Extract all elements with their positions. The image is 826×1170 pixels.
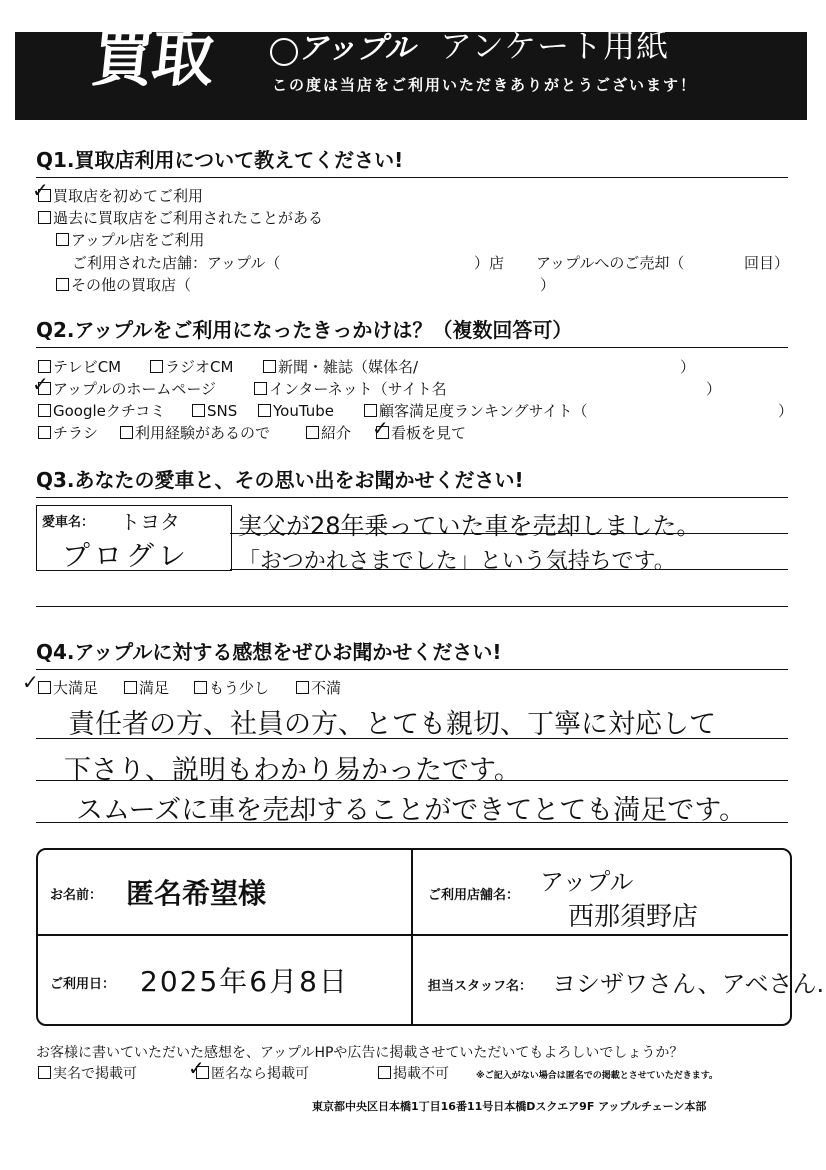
- consent-question: お客様に書いていただいた感想を、アップルHPや広告に掲載させていただいてもよろしいでしょうか？: [36, 1045, 684, 1061]
- q1-store-name-suffix: ）店: [474, 254, 505, 272]
- checkbox-icon[interactable]: [38, 1066, 51, 1079]
- checkbox-icon[interactable]: [192, 404, 205, 417]
- q4-option-unsatisfied[interactable]: 不満: [296, 681, 341, 696]
- store-value-line1: アップル: [540, 868, 634, 896]
- q2-newspaper-close: ）: [680, 358, 696, 376]
- q4-line-2: [36, 780, 788, 781]
- checkbox-icon[interactable]: [38, 426, 51, 439]
- checkbox-icon[interactable]: [263, 360, 276, 373]
- q2-option-homepage[interactable]: アップルのホームページ: [38, 382, 216, 397]
- q2-option-tv[interactable]: テレビCM: [38, 360, 121, 375]
- q3-title: Q3.あなたの愛車と、その思い出をお聞かせください!: [36, 468, 524, 492]
- checkbox-icon[interactable]: [38, 404, 51, 417]
- q4-option-bit-more[interactable]: もう少し: [194, 681, 269, 696]
- q4-line-1: [36, 738, 788, 739]
- car-model: プログレ: [62, 539, 191, 572]
- q2-title: Q2.アップルをご利用になったきっかけは？（複数回答可）: [36, 318, 573, 342]
- q1-sales-count-suffix: 回目）: [744, 254, 790, 272]
- header-logo: アップル: [298, 31, 415, 66]
- q1-other-store-close: ）: [540, 276, 556, 294]
- q4-comment-line3: スムーズに車を売却することができてとても満足です。: [76, 795, 747, 826]
- q2-option-newspaper[interactable]: 新聞・雑誌（媒体名/: [263, 360, 418, 375]
- q2-option-radio[interactable]: ラジオCM: [150, 360, 233, 375]
- q2-homepage-check-icon: ✓: [32, 372, 49, 396]
- q1-store-name-prefix: ご利用された店舗：アップル（: [72, 254, 281, 272]
- checkbox-icon[interactable]: [38, 382, 51, 395]
- car-memory-line2: 「おつかれさまでした」という気持ちです。: [238, 549, 676, 574]
- q2-underline: [36, 347, 788, 348]
- name-value: 匿名希望様: [126, 877, 267, 910]
- checkbox-icon[interactable]: [258, 404, 271, 417]
- apple-logo-icon: [270, 38, 298, 66]
- q4-very-satisfied-check-icon: ✓: [22, 670, 39, 694]
- q1-option-apple-store[interactable]: アップル店をご利用: [56, 233, 204, 248]
- q4-option-very-satisfied[interactable]: 大満足: [38, 681, 98, 696]
- header-subtitle: この度は当店をご利用いただきありがとうございます！: [272, 76, 698, 94]
- q2-option-referral[interactable]: 紹介: [306, 426, 351, 441]
- q1-option-used-before[interactable]: 過去に買取店をご利用されたことがある: [38, 211, 323, 226]
- q4-comment-line2: 下さり、説明もわかり易かったです。: [64, 755, 521, 786]
- checkbox-icon[interactable]: [378, 1066, 391, 1079]
- car-memory-line1: 実父が28年乗っていた車を売却しました。: [238, 512, 701, 540]
- car-maker: トヨタ: [120, 510, 180, 534]
- header-title: アンケート用紙: [440, 27, 670, 65]
- q2-option-ranking[interactable]: 顧客満足度ランキングサイト（: [364, 404, 588, 419]
- info-table-divider-v: [411, 848, 413, 1024]
- q3-underline: [36, 497, 788, 498]
- q2-internet-close: ）: [706, 380, 722, 398]
- header-kanji: 買取: [88, 22, 216, 95]
- info-table-divider-h: [36, 934, 788, 936]
- q2-option-youtube[interactable]: YouTube: [258, 404, 334, 419]
- checkbox-icon[interactable]: [306, 426, 319, 439]
- checkbox-icon[interactable]: [56, 233, 69, 246]
- staff-value: ヨシザワさん、アベさん.: [552, 970, 825, 998]
- checkbox-icon[interactable]: [56, 278, 69, 291]
- checkbox-icon[interactable]: [194, 681, 207, 694]
- consent-option-anonymous[interactable]: 匿名なら掲載可: [196, 1066, 309, 1081]
- q3-line-2: [230, 569, 788, 570]
- q2-option-flyer[interactable]: チラシ: [38, 426, 98, 441]
- q4-underline: [36, 669, 788, 670]
- checkbox-icon[interactable]: [124, 681, 137, 694]
- checkbox-icon[interactable]: [38, 211, 51, 224]
- q4-line-3: [36, 822, 788, 823]
- q3-line-1: [230, 533, 788, 534]
- q4-comment-line1: 責任者の方、社員の方、とても親切、丁寧に対応して: [68, 709, 716, 740]
- q1-first-time-check-icon: ✓: [32, 178, 49, 202]
- q2-option-sns[interactable]: SNS: [192, 404, 237, 419]
- staff-label: 担当スタッフ名：: [428, 979, 533, 994]
- checkbox-icon[interactable]: [196, 1066, 209, 1079]
- name-label: お名前：: [50, 888, 103, 903]
- q2-option-experience[interactable]: 利用経験があるので: [120, 426, 270, 441]
- q1-title: Q1.買取店利用について教えてください!: [36, 148, 404, 172]
- q4-option-satisfied[interactable]: 満足: [124, 681, 169, 696]
- footer-address: 東京都中央区日本橋1丁目16番11号日本橋Dスクエア9F アップルチェーン本部: [312, 1100, 707, 1113]
- date-value: 2025年6月8日: [140, 965, 349, 998]
- checkbox-icon[interactable]: [254, 382, 267, 395]
- q1-sales-count-prefix: アップルへのご売却（: [536, 254, 685, 272]
- q1-option-first-time[interactable]: 買取店を初めてご利用: [38, 189, 203, 204]
- consent-anonymous-check-icon: ✓: [188, 1056, 205, 1080]
- store-value-line2: 西那須野店: [568, 902, 699, 932]
- q4-title: Q4.アップルに対する感想をぜひお聞かせください!: [36, 640, 502, 664]
- checkbox-icon[interactable]: [38, 189, 51, 202]
- car-name-label: 愛車名：: [42, 515, 95, 530]
- checkbox-icon[interactable]: [120, 426, 133, 439]
- q1-underline: [36, 177, 788, 178]
- q2-option-signboard[interactable]: 看板を見て: [376, 426, 466, 441]
- date-label: ご利用日：: [50, 977, 116, 992]
- consent-option-not-allowed[interactable]: 掲載不可: [378, 1066, 449, 1081]
- q1-option-other-store[interactable]: その他の買取店（: [56, 278, 191, 293]
- checkbox-icon[interactable]: [150, 360, 163, 373]
- consent-option-real-name[interactable]: 実名で掲載可: [38, 1066, 137, 1081]
- consent-note: ※ご記入がない場合は匿名での掲載とさせていただきます。: [476, 1071, 719, 1081]
- checkbox-icon[interactable]: [296, 681, 309, 694]
- q2-ranking-close: ）: [778, 402, 794, 420]
- q2-option-google[interactable]: Googleクチコミ: [38, 404, 165, 419]
- q2-signboard-check-icon: ✓: [372, 416, 389, 440]
- q3-line-3: [36, 606, 788, 607]
- q2-option-internet[interactable]: インターネット（サイト名: [254, 382, 447, 397]
- checkbox-icon[interactable]: [38, 681, 51, 694]
- checkbox-icon[interactable]: [376, 426, 389, 439]
- store-label: ご利用店舗名：: [428, 888, 520, 903]
